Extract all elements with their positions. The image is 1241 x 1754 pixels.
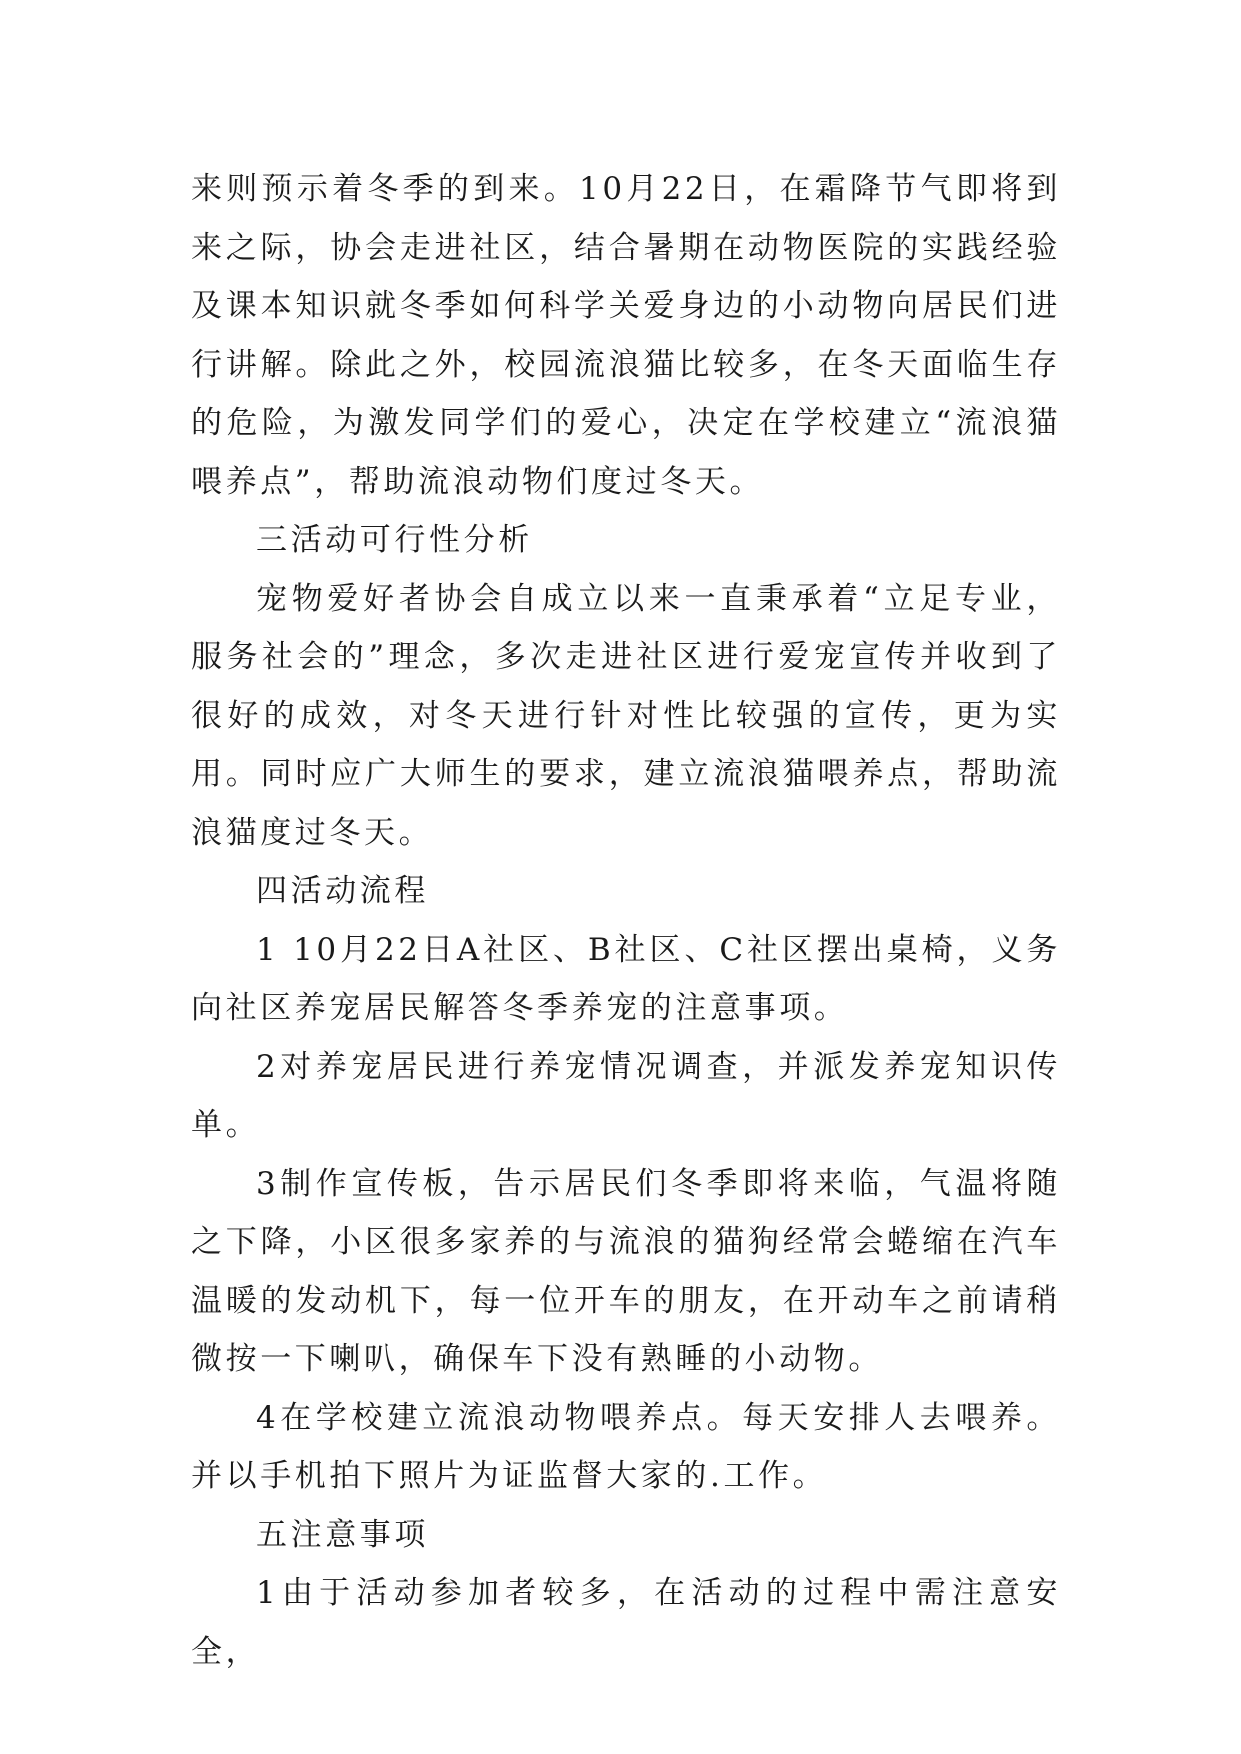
paragraph-process-step-3: 3制作宣传板，告示居民们冬季即将来临，气温将随之下降，小区很多家养的与流浪的猫狗经常会蜷缩在汽车温暖的发动机下，每一位开车的朋友，在开动车之前请稍微按一下喇叭，确保车下没有熟睡的小动物。	[191, 1165, 1061, 1377]
paragraph-process-step-2: 2对养宠居民进行养宠情况调查，并派发养宠知识传单。	[191, 1048, 1061, 1143]
document-body	[191, 160, 1061, 1681]
paragraph-feasibility: 宠物爱好者协会自成立以来一直秉承着“立足专业，服务社会的”理念，多次走进社区进行爱宠宣传并收到了很好的成效，对冬天进行针对性比较强的宣传，更为实用。同时应广大师生的要求，建立流浪猫喂养点，帮助流浪猫度过冬天。	[191, 580, 1061, 851]
section-heading-notes: 五注意事项	[256, 1516, 429, 1553]
paragraph-process-step-4: 4在学校建立流浪动物喂养点。每天安排人去喂养。并以手机拍下照片为证监督大家的.工作。	[191, 1399, 1061, 1494]
paragraph-process-step-1: 1 10月22日A社区、B社区、C社区摆出桌椅，义务向社区养宠居民解答冬季养宠的注意事项。	[191, 931, 1061, 1026]
paragraph-intro-continuation: 来则预示着冬季的到来。10月22日，在霜降节气即将到来之际，协会走进社区，结合暑期在动物医院的实践经验及课本知识就冬季如何科学关爱身边的小动物向居民们进行讲解。除此之外，校园流浪猫比较多，在冬天面临生存的危险，为激发同学们的爱心，决定在学校建立“流浪猫喂养点”，帮助流浪动物们度过冬天。	[191, 171, 1061, 500]
section-heading-process: 四活动流程	[256, 873, 429, 909]
section-heading-feasibility: 三活动可行性分析	[256, 522, 533, 558]
paragraph-notes-item-1: 1由于活动参加者较多，在活动的过程中需注意安全，	[191, 1575, 1061, 1670]
